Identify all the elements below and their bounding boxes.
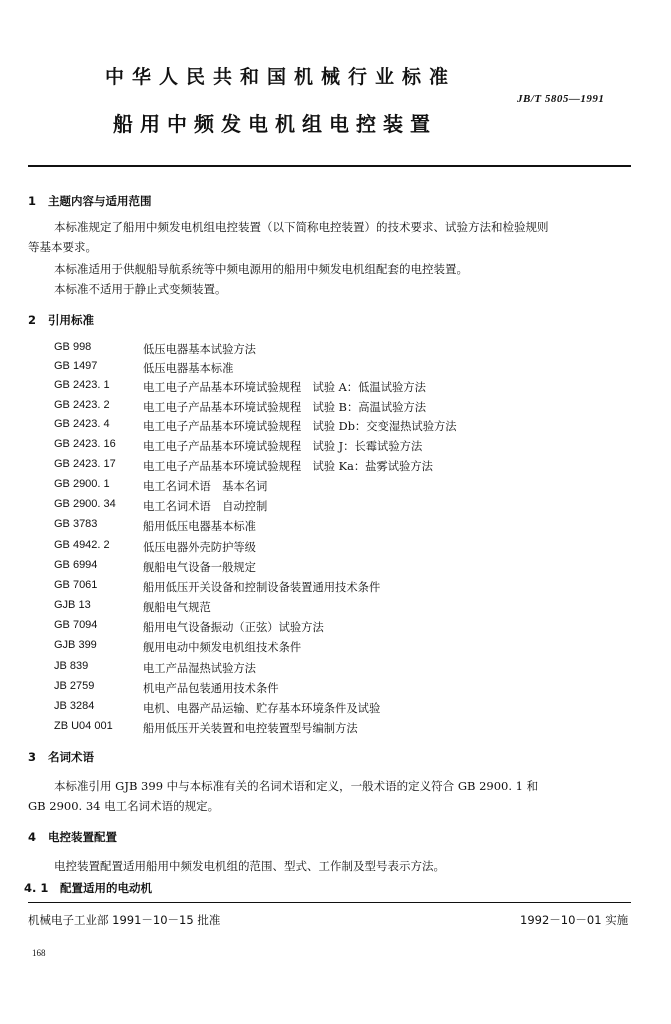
reference-code: GB 998 (54, 341, 92, 353)
reference-title: 电工电子产品基本环境试验规程 试验 Ka：盐雾试验方法 (143, 460, 433, 473)
section-4-paragraph-1: 电控装置配置适用船用中频发电机组的范围、型式、工作制及型号表示方法。 (54, 859, 445, 873)
section-3-paragraph-1b: GB 2900. 34 电工名词术语的规定。 (28, 799, 220, 813)
reference-title: 电工电子产品基本环境试验规程 试验 Db：交变湿热试验方法 (143, 420, 457, 433)
reference-title: 电工名词术语 自动控制 (143, 500, 268, 513)
reference-code: GB 2423. 1 (54, 379, 110, 391)
effective-date: 1992－10－01 实施 (520, 913, 629, 927)
standard-code: JB/T 5805—1991 (517, 93, 605, 105)
reference-code: GB 2900. 34 (54, 498, 116, 510)
section-number: 3 (28, 750, 37, 764)
section-3-paragraph-1a: 本标准引用 GJB 399 中与本标准有关的名词术语和定义，一般术语的定义符合 GB 2900. 1 和 (54, 779, 539, 793)
reference-title: 船用低压开关装置和电控装置型号编制方法 (143, 722, 358, 735)
reference-title: 低压电器基本试验方法 (143, 343, 256, 356)
section-number: 2 (28, 313, 37, 327)
section-number: 1 (28, 194, 37, 208)
section-title: 电控装置配置 (48, 830, 117, 844)
reference-title: 船用电气设备振动（正弦）试验方法 (143, 621, 324, 634)
reference-title: 电工电子产品基本环境试验规程 试验 A：低温试验方法 (143, 381, 426, 394)
section-title: 主题内容与适用范围 (48, 194, 152, 208)
header-divider (28, 165, 631, 167)
reference-title: 船用低压开关设备和控制设备装置通用技术条件 (143, 581, 381, 594)
reference-code: GJB 399 (54, 639, 97, 651)
reference-code: GB 4942. 2 (54, 539, 110, 551)
subsection-number: 4. 1 (24, 881, 49, 895)
section-title: 引用标准 (48, 313, 94, 327)
reference-code: JB 3284 (54, 700, 95, 712)
reference-code: GB 2423. 17 (54, 458, 116, 470)
section-number: 4 (28, 830, 37, 844)
subsection-title: 配置适用的电动机 (60, 881, 152, 895)
section-1-heading (28, 193, 152, 209)
reference-title: 电工产品湿热试验方法 (143, 662, 256, 675)
section-1-paragraph-1a: 本标准规定了船用中频发电机组电控装置（以下简称电控装置）的技术要求、试验方法和检验规则 (54, 220, 549, 234)
reference-code: ZB U04 001 (54, 720, 113, 732)
document-title: 船用中频发电机组电控装置 (113, 112, 437, 136)
reference-title: 低压电器外壳防护等级 (143, 541, 256, 554)
reference-title: 舰船电气规范 (143, 601, 211, 614)
reference-code: GB 7061 (54, 579, 98, 591)
reference-title: 船用低压电器基本标准 (143, 520, 256, 533)
reference-code: GB 7094 (54, 619, 98, 631)
section-1-paragraph-1b: 等基本要求。 (28, 240, 97, 254)
reference-code: GB 3783 (54, 518, 98, 530)
reference-title: 机电产品包装通用技术条件 (143, 682, 279, 695)
standard-type-heading: 中华人民共和国机械行业标准 (105, 66, 457, 88)
reference-title: 电工电子产品基本环境试验规程 试验 J：长霉试验方法 (143, 440, 423, 453)
reference-title: 舰船电气设备一般规定 (143, 561, 256, 574)
page-number: 168 (32, 948, 46, 958)
reference-code: GB 1497 (54, 360, 98, 372)
reference-title: 舰用电动中频发电机组技术条件 (143, 641, 302, 654)
approval-date: 机械电子工业部 1991－10－15 批准 (28, 913, 221, 927)
reference-code: GJB 13 (54, 599, 91, 611)
reference-code: GB 2423. 2 (54, 399, 110, 411)
section-title: 名词术语 (48, 750, 94, 764)
reference-code: GB 2423. 4 (54, 418, 110, 430)
reference-code: GB 6994 (54, 559, 98, 571)
reference-code: JB 839 (54, 660, 89, 672)
section-1-paragraph-2: 本标准适用于供舰船导航系统等中频电源用的船用中频发电机组配套的电控装置。 (54, 262, 468, 276)
reference-title: 电工电子产品基本环境试验规程 试验 B：高温试验方法 (143, 401, 427, 414)
reference-title: 电机、电器产品运输、贮存基本环境条件及试验 (143, 702, 381, 715)
subsection-4-1-heading (24, 880, 152, 896)
reference-code: GB 2423. 16 (54, 438, 116, 450)
reference-code: GB 2900. 1 (54, 478, 110, 490)
footer-divider (28, 902, 631, 903)
section-2-heading (28, 312, 94, 328)
reference-title: 低压电器基本标准 (143, 362, 234, 375)
section-3-heading (28, 749, 94, 765)
section-1-paragraph-3: 本标准不适用于静止式变频装置。 (54, 282, 227, 296)
section-4-heading (28, 829, 117, 845)
reference-code: JB 2759 (54, 680, 95, 692)
reference-title: 电工名词术语 基本名词 (143, 480, 268, 493)
